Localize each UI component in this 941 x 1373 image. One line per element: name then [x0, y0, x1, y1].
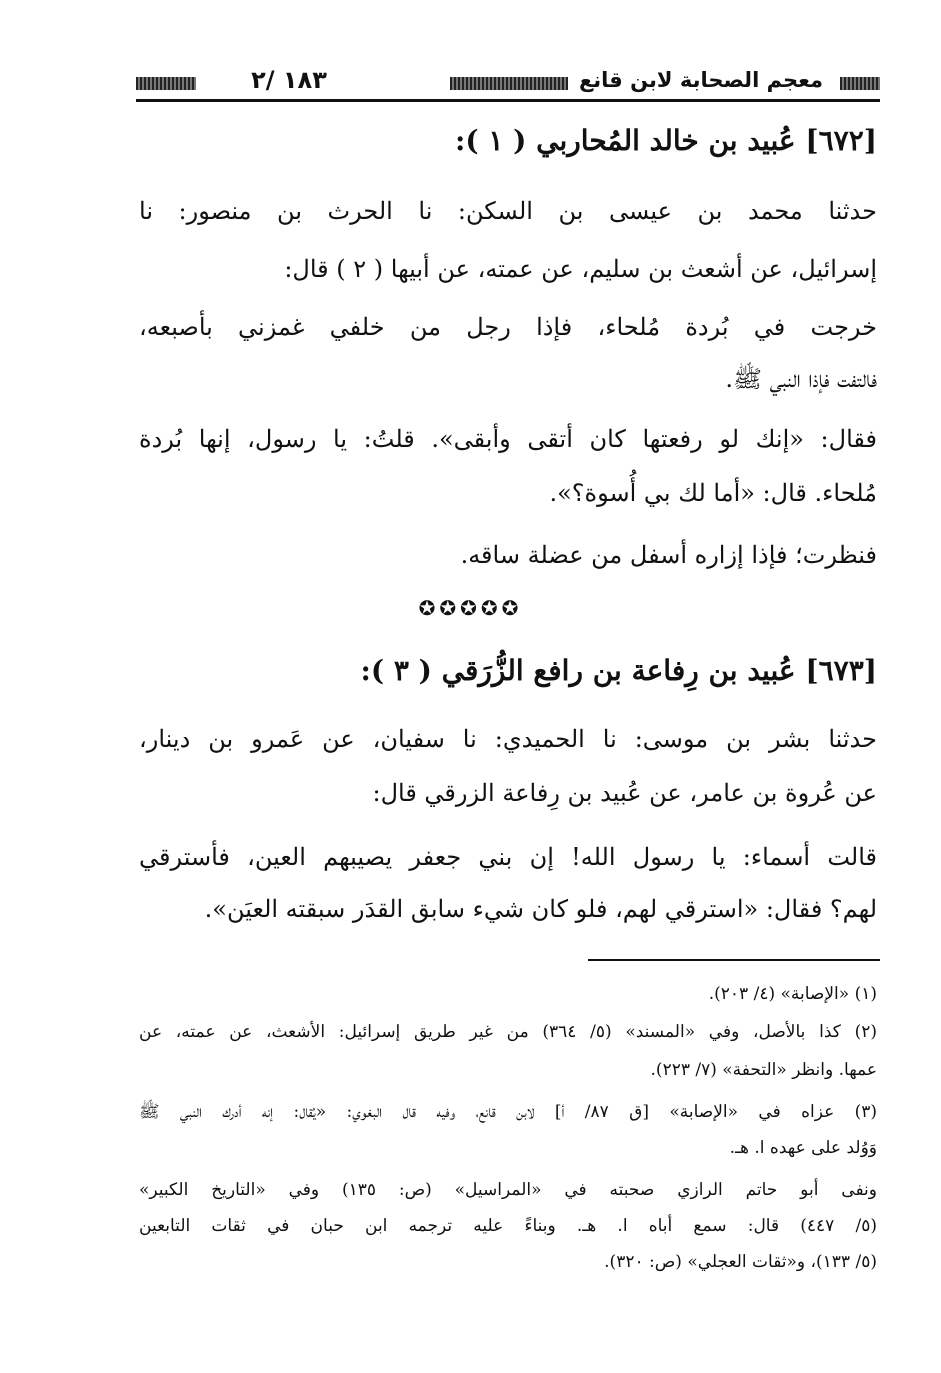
footnote-3-para: ونفى أبو حاتم الرازي صحبته في «المراسيل» (ص: ١٣٥) وفي «التاريخ الكبير»: [139, 1180, 877, 1200]
header-rule: [136, 99, 880, 102]
text-line: فنظرت؛ فإذا إزاره أسفل من عضلة ساقه.: [460, 541, 877, 569]
running-header: [136, 66, 880, 100]
page-number: ١٨٣ /٢: [251, 66, 327, 94]
text-line: لهم؟ فقال: «استرقي لهم، فلو كان شيء سابق القدَر سبقته العيَن».: [204, 895, 877, 923]
text-line: إسرائيل، عن أشعث بن سليم، عن عمته، عن أبيها ( ٢ ) قال:: [284, 255, 877, 283]
footnote-3-para-line: (٥/ ٤٤٧) قال: سمع أباه ا. هـ. وبناءً عليه ترجمه ابن حبان في ثقات التابعين: [139, 1216, 877, 1236]
footnote-3-para-line: (٥/ ١٣٣)، و«ثقات العجلي» (ص: ٣٢٠).: [604, 1252, 877, 1272]
footnote-rule: [588, 959, 880, 961]
footnote-2-cont: عمها. وانظر «التحفة» (٧/ ٢٢٣).: [650, 1060, 877, 1080]
text-line: فالتفت فإذا النبي ﷺ.: [725, 365, 877, 393]
footnote-1: (١) «الإصابة» (٤/ ٢٠٣).: [708, 984, 877, 1004]
text-line: حدثنا بشر بن موسى: نا الحميدي: نا سفيان، عن عَمرو بن دينار،: [139, 725, 877, 753]
header-ornament-right: [840, 77, 880, 90]
entry-heading-673: [٦٧٣] عُبيد بن رِفاعة بن رافع الزُّرَقي ( ٣ ):: [360, 654, 877, 687]
text-line: قالت أسماء: يا رسول الله! إن بني جعفر يصيبهم العين، فأسترقي: [139, 843, 877, 871]
text-line: خرجت في بُردة مُلحاء، فإذا رجل من خلفي غمزني بأصبعه،: [139, 313, 877, 341]
entry-heading-672: [٦٧٢] عُبيد بن خالد المُحاربي ( ١ ):: [455, 124, 877, 157]
text-line: فقال: «إنك لو رفعتها كان أتقى وأبقى». قلتُ: يا رسول، إنها بُردة: [139, 425, 877, 453]
section-separator: ✪✪✪✪✪: [418, 596, 523, 620]
header-ornament-middle: [450, 77, 568, 90]
header-ornament-left: [136, 77, 196, 90]
footnote-2: (٢) كذا بالأصل، وفي «المسند» (٥/ ٣٦٤) من غير طريق إسرائيل: الأشعث، عن عمته، عن: [139, 1022, 877, 1042]
footnote-3-cont: وَوُلد على عهده ا. هـ.: [729, 1138, 877, 1158]
footnote-3: (٣) عزاه في «الإصابة» [ق ٨٧/ أ] لابن قانع، وفيه قال البغوي: «يُقال: إنه أدرك النبي ﷺ: [139, 1102, 877, 1122]
book-title: معجم الصحابة لابن قانع: [578, 68, 824, 92]
text-line: مُلحاء. قال: «أما لك بي أُسوة؟».: [549, 479, 877, 507]
text-line: عن عُروة بن عامر، عن عُبيد بن رِفاعة الزرقي قال:: [372, 779, 877, 807]
text-line: حدثنا محمد بن عيسى بن السكن: نا الحرث بن منصور: نا: [139, 197, 877, 225]
